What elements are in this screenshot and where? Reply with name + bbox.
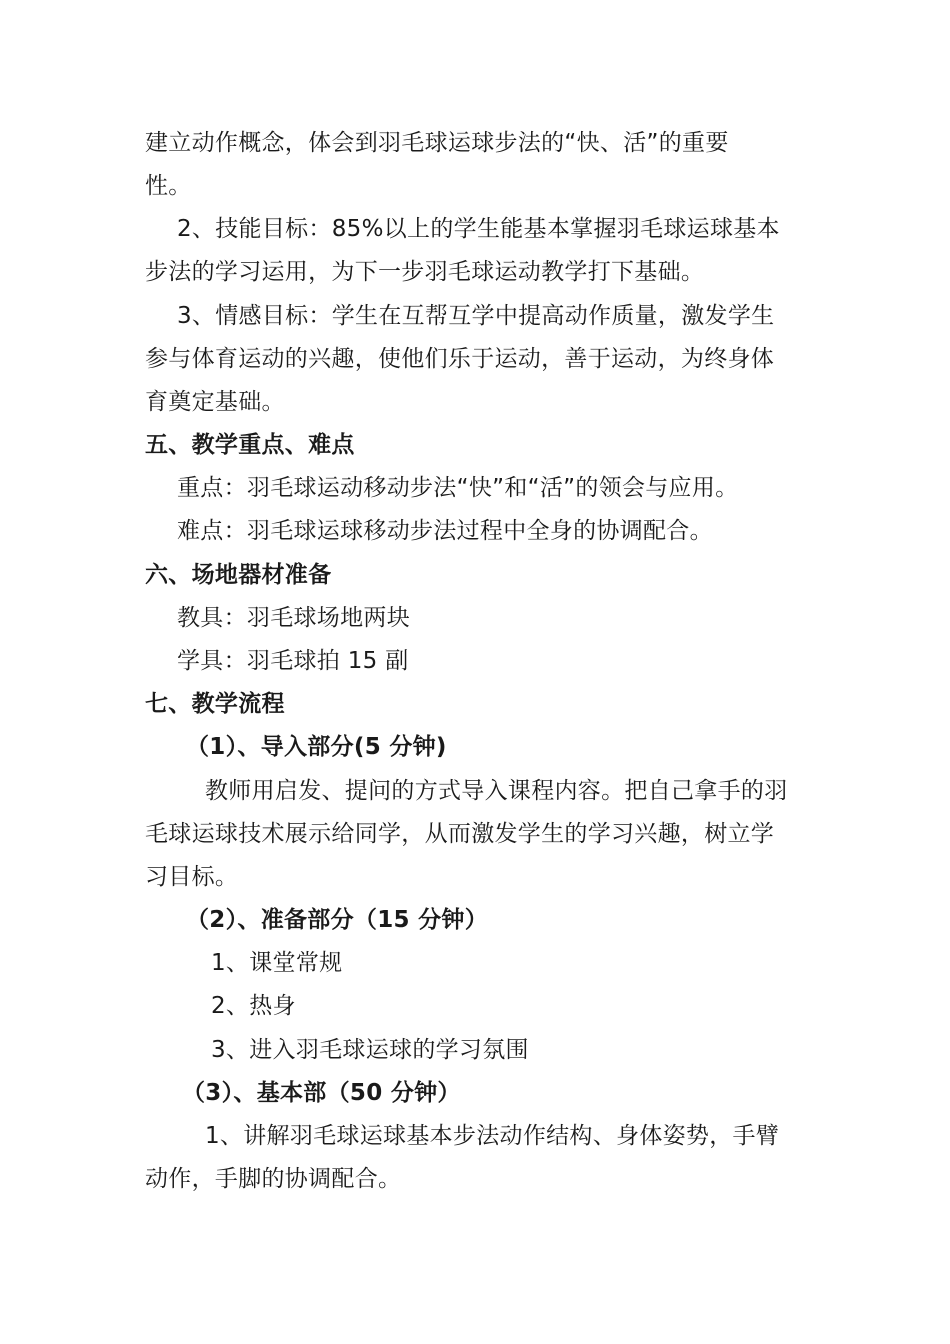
list-item: 1、课堂常规 — [211, 950, 343, 976]
section-heading: 七、教学流程 — [145, 691, 285, 717]
section-heading: 五、教学重点、难点 — [145, 432, 355, 458]
list-item: 2、热身 — [211, 993, 296, 1019]
text-line: 建立动作概念，体会到羽毛球运球步法的“快、活”的重要 — [145, 130, 729, 156]
text-line: 习目标。 — [145, 864, 239, 890]
subsection-heading: （2）、准备部分（15 分钟） — [186, 907, 489, 933]
text-line: 教具：羽毛球场地两块 — [177, 605, 410, 631]
text-line: 毛球运球技术展示给同学，从而激发学生的学习兴趣，树立学 — [145, 821, 775, 847]
section-heading: 六、场地器材准备 — [145, 562, 332, 588]
text-line: 学具：羽毛球拍 15 副 — [177, 648, 409, 674]
text-line: 育奠定基础。 — [145, 389, 285, 415]
text-line: 动作，手脚的协调配合。 — [145, 1166, 402, 1192]
text-line: 参与体育运动的兴趣，使他们乐于运动，善于运动，为终身体 — [145, 346, 775, 372]
text-line: 3、情感目标：学生在互帮互学中提高动作质量，激发学生 — [177, 303, 775, 329]
text-line: 重点：羽毛球运动移动步法“快”和“活”的领会与应用。 — [177, 475, 739, 501]
text-line: 性。 — [145, 173, 192, 199]
text-line: 步法的学习运用，为下一步羽毛球运动教学打下基础。 — [145, 259, 705, 285]
text-line: 2、技能目标：85%以上的学生能基本掌握羽毛球运球基本 — [177, 216, 780, 242]
subsection-heading: （1）、导入部分(5 分钟) — [186, 734, 447, 760]
text-line: 难点：羽毛球运球移动步法过程中全身的协调配合。 — [177, 518, 713, 544]
subsection-heading: （3）、基本部（50 分钟） — [182, 1080, 461, 1106]
list-item: 3、进入羽毛球运球的学习氛围 — [211, 1037, 529, 1063]
text-line: 1、讲解羽毛球运球基本步法动作结构、身体姿势，手臂 — [205, 1123, 780, 1149]
text-line: 教师用启发、提问的方式导入课程内容。把自己拿手的羽 — [205, 778, 788, 804]
